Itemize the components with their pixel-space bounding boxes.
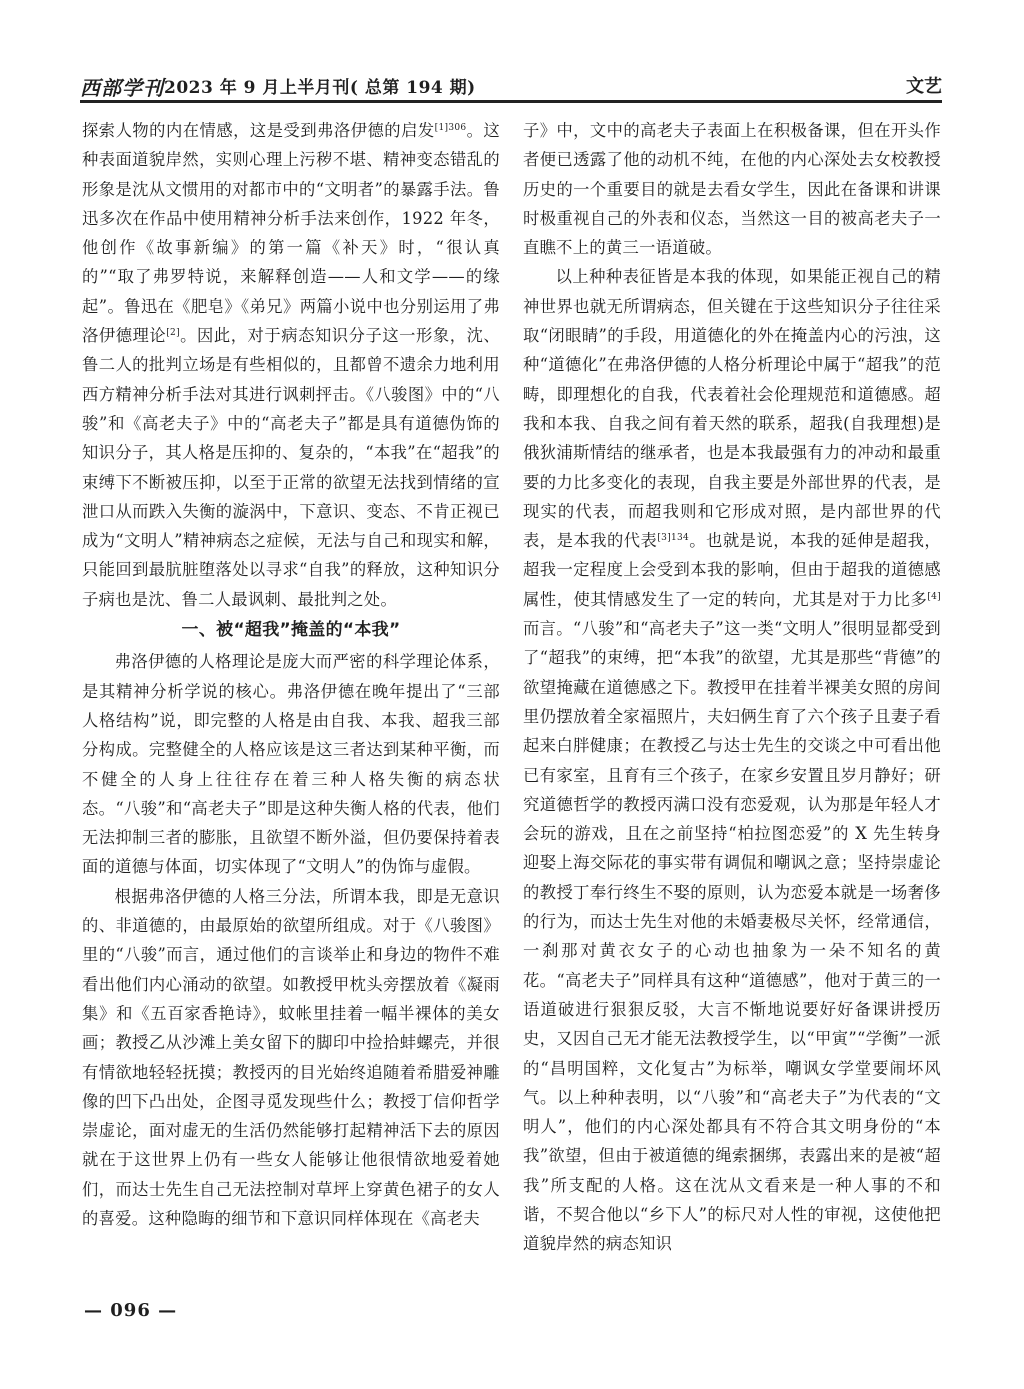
paragraph-text: 。也就是说，本我的延伸是超我，超我一定程度上会受到本我的影响，但由于超我的道德感属性，使其情感发生了一定的转向，尤其是对于力比多 — [523, 531, 941, 609]
citation-ref: [4] — [927, 591, 941, 602]
body-paragraph — [82, 116, 500, 614]
body-paragraph: 根据弗洛伊德的人格三分法，所谓本我，即是无意识的、非道德的，由最原始的欲望所组成。对于《八骏图》里的“八骏”而言，通过他们的言谈举止和身边的物件不难看出他们内心涌动的欲望。如教授甲枕头旁摆放着《凝雨集》和《五百家香艳诗》，蚊帐里挂着一幅半裸体的美女画；教授乙从沙滩上美女留下的脚印中捡拾蚌螺壳，并很有情欲地轻轻抚摸；教授丙的目光始终追随着希腊爱神雕像的凹下凸出处，企图寻觅发现些什么；教授丁信仰哲学崇虚论，面对虚无的生活仍然能够打起精神活下去的原因就在于这世界上仍有一些女人能够让他很情欲地爱着她们，而达士先生自己无法控制对草坪上穿黄色裙子的女人的喜爱。这种隐晦的细节和下意识同样体现在《高老夫 — [82, 886, 500, 1228]
body-paragraph — [523, 262, 941, 1258]
body-paragraph: 子》中，文中的高老夫子表面上在积极备课，但在开头作者便已透露了他的动机不纯，在他的内心深处去女校教授历史的一个重要目的就是去看女学生，因此在备课和讲课时极重视自己的外表和仪态，当然这一目的被高老夫子一直瞧不上的黄三一语道破。 — [523, 121, 941, 258]
journal-logo: 西部学刊 — [80, 76, 164, 100]
section-heading: 一、被“超我”掩盖的“本我” — [181, 620, 401, 641]
paragraph-text: 。因此，对于病态知识分子这一形象，沈、鲁二人的批判立场是有些相似的，且都曾不遗余力地利用西方精神分析手法对其进行讽刺抨击。《八骏图》中的“八骏”和《高老夫子》中的“高老夫子”都是具有道德伪饰的知识分子，其人格是压抑的、复杂的，“本我”在“超我”的束缚下不断被压抑，以至于正常的欲望无法找到情绪的宣泄口从而跌入失衡的漩涡中，下意识、变态、不肯正视已成为“文明人”精神病态之症候，无法与自己和现实和解，只能回到最肮脏堕落处以寻求“自我”的释放，这种知识分子病也是沈、鲁二人最讽刺、最批判之处。 — [82, 326, 500, 609]
section-name: 文艺 — [906, 76, 942, 97]
citation-ref: [2] — [166, 328, 180, 339]
right-column — [523, 116, 941, 1308]
paragraph-text: 。这种表面道貌岸然，实则心理上污秽不堪、精神变态错乱的形象是沈从文惯用的对都市中的“文明者”的暴露手法。鲁迅多次在作品中使用精神分析手法来创作，1922 年冬，他创作《故事新编》的第一篇《补天》时，“很认真的”“取了弗罗特说，来解释创造——人和文学——的缘起”。鲁迅在《肥皂》《弟兄》两篇小说中也分别运用了弗洛伊德理论 — [82, 121, 500, 346]
paragraph-text: 探索人物的内在情感，这是受到弗洛伊德的启发 — [82, 121, 435, 140]
citation-ref: [3]134 — [657, 533, 690, 544]
page-number: — 096 — — [84, 1300, 178, 1321]
body-paragraph: 弗洛伊德的人格理论是庞大而严密的科学理论体系，是其精神分析学说的核心。弗洛伊德在晚年提出了“三部人格结构”说，即完整的人格是由自我、本我、超我三部分构成。完整健全的人格应该是这三者达到某种平衡，而不健全的人身上往往存在着三种人格失衡的病态状态。“八骏”和“高老夫子”即是这种失衡人格的代表，他们无法抑制三者的膨胀，且欲望不断外溢，但仍要保持着表面的道德与体面，切实体现了“文明人”的伪饰与虚假。 — [82, 652, 500, 877]
left-column — [82, 116, 500, 1308]
paragraph-text: 以上种种表征皆是本我的体现，如果能正视自己的精神世界也就无所谓病态，但关键在于这些知识分子往往采取“闭眼睛”的手段，用道德化的外在掩盖内心的污浊，这种“道德化”在弗洛伊德的人格分析理论中属于“超我”的范畴，即理想化的自我，代表着社会伦理规范和道德感。超我和本我、自我之间有着天然的联系，超我(自我理想)是俄狄浦斯情结的继承者，也是本我最强有力的冲动和最重要的力比多变化的表现，自我主要是外部世界的代表，是现实的代表，而超我则和它形成对照，是内部世界的代表，是本我的代表 — [523, 267, 941, 551]
paragraph-text: 而言。“八骏”和“高老夫子”这一类“文明人”很明显都受到了“超我”的束缚，把“本我”的欲望，尤其是那些“背德”的欲望掩藏在道德感之下。教授甲在挂着半裸美女照的房间里仍摆放着全家福照片，夫妇俩生育了六个孩子且妻子看起来白胖健康；在教授乙与达士先生的交谈之中可看出他已有家室，且育有三个孩子，在家乡安置且岁月静好；研究道德哲学的教授丙满口没有恋爱观，认为那是年轻人才会玩的游戏，且在之前坚持“柏拉图恋爱”的 X 先生转身迎娶上海交际花的事实带有调侃和嘲讽之意；坚持崇虚论的教授丁奉行终生不娶的原则，认为恋爱本就是一场奢侈的行为，而达士先生对他的未婚妻极尽关怀，经常通信，一刹那对黄衣女子的心动也抽象为一朵不知名的黄花。“高老夫子”同样具有这种“道德感”，他对于黄三的一语道破进行狠狠反驳，大言不惭地说要好好备课讲授历史，又因自己无才能无法教授学生，以“甲寅”“学衡”一派的“昌明国粹，文化复古”为标举，嘲讽女学堂要闹坏风气。以上种种表明，以“八骏”和“高老夫子”为代表的“文明人”，他们的内心深处都具有不符合其文明身份的“本我”欲望，但由于被道德的绳索捆绑，表露出来的是被“超我”所支配的人格。这在沈从文看来是一种人事的不和谐，不契合他以“乡下人”的标尺对人性的审视，这使他把道貌岸然的病态知识 — [523, 619, 941, 1254]
citation-ref: [1]306 — [434, 123, 467, 133]
issue-info: 2023 年 9 月上半月刊( 总第 194 期) — [164, 78, 476, 98]
running-header — [80, 70, 942, 103]
